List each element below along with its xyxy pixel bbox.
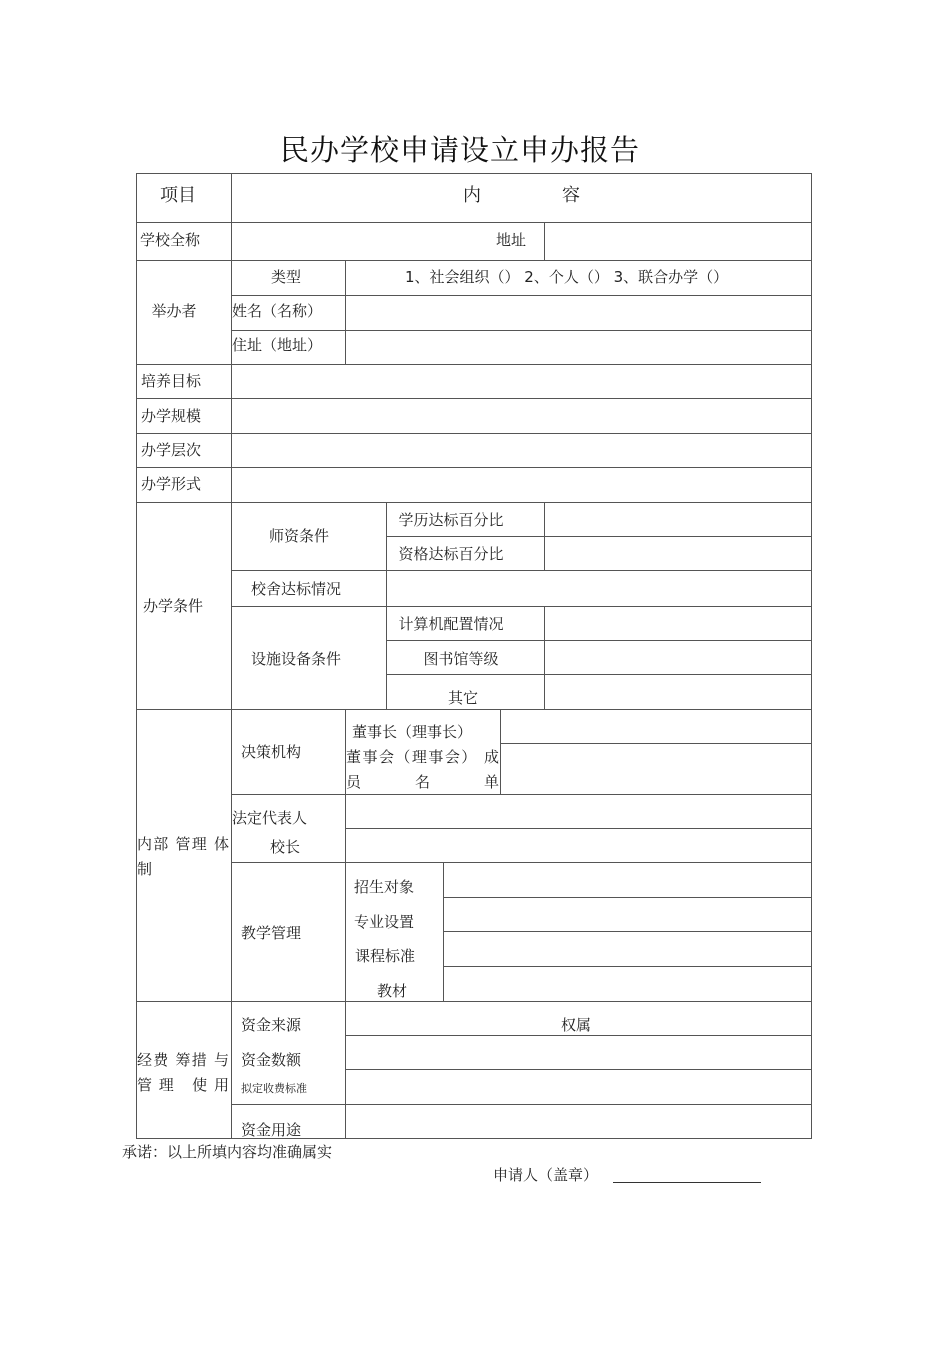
header-content-1: 内 bbox=[463, 185, 481, 206]
qualification-rate-label: 资格达标百分比 bbox=[398, 545, 504, 563]
founder-type-options: 1、社会组织（） 2、个人（） 3、联合办学（） bbox=[405, 268, 729, 286]
school-address-label: 地址 bbox=[496, 231, 527, 249]
applicant-label: 申请人（盖章） bbox=[493, 1166, 599, 1184]
school-full-name-label: 学校全称 bbox=[140, 231, 201, 249]
funding-source-label: 资金来源 bbox=[241, 1016, 302, 1034]
founder-residence-label: 住址（地址） bbox=[232, 336, 323, 354]
conditions-label: 办学条件 bbox=[142, 597, 204, 615]
computers-label: 计算机配置情况 bbox=[398, 615, 504, 633]
facilities-label: 设施设备条件 bbox=[250, 650, 342, 668]
management-label: 内部 管理 体制 bbox=[137, 835, 229, 878]
buildings-label: 校舍达标情况 bbox=[250, 580, 342, 598]
enrollment-label: 招生对象 bbox=[354, 878, 415, 896]
teachers-label: 师资条件 bbox=[268, 527, 330, 545]
funding-ownership-label: 权属 bbox=[561, 1016, 592, 1034]
pledge-text: 承诺：以上所填内容均准确属实 bbox=[122, 1143, 333, 1161]
majors-label: 专业设置 bbox=[354, 913, 415, 931]
legal-rep-label: 法定代表人 bbox=[232, 809, 308, 827]
other-label: 其它 bbox=[447, 689, 479, 707]
founder-name-label: 姓名（名称） bbox=[232, 302, 323, 320]
chairman-label: 董事长（理事长） bbox=[352, 723, 473, 741]
teaching-label: 教学管理 bbox=[241, 924, 302, 942]
signature-line bbox=[613, 1182, 761, 1183]
scale-label: 办学规模 bbox=[141, 407, 202, 425]
fee-standard-label: 拟定收费标准 bbox=[241, 1082, 307, 1095]
decision-label: 决策机构 bbox=[241, 743, 302, 761]
principal-label: 校长 bbox=[269, 838, 301, 856]
form-label: 办学形式 bbox=[141, 475, 202, 493]
library-label: 图书馆等级 bbox=[423, 650, 499, 668]
level-label: 办学层次 bbox=[141, 441, 202, 459]
board-members-label: 董事会（理事会） 成员名单 bbox=[346, 748, 499, 791]
document-title: 民办学校申请设立申办报告 bbox=[279, 133, 640, 167]
textbooks-label: 教材 bbox=[377, 982, 408, 1000]
curriculum-label: 课程标准 bbox=[355, 947, 416, 965]
funding-amount-label: 资金数额 bbox=[241, 1051, 302, 1069]
founder-label: 举办者 bbox=[151, 302, 197, 320]
education-rate-label: 学历达标百分比 bbox=[398, 511, 504, 529]
header-content-2: 容 bbox=[562, 185, 580, 206]
funding-usage-label: 资金用途 bbox=[241, 1121, 302, 1139]
funding-label: 经费 筹措 与 管理 使用 bbox=[137, 1051, 229, 1094]
goal-label: 培养目标 bbox=[141, 372, 202, 390]
founder-type-label: 类型 bbox=[270, 268, 302, 286]
header-item: 项目 bbox=[160, 185, 196, 206]
